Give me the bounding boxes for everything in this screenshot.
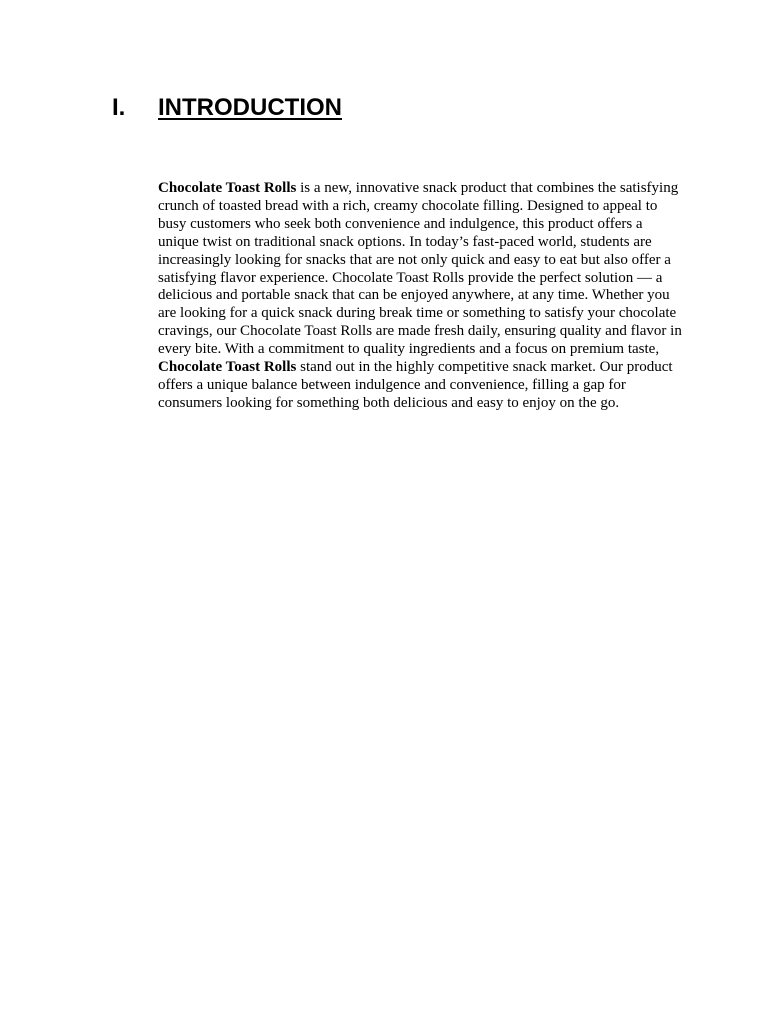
intro-paragraph <box>158 180 682 413</box>
product-name-bold: Chocolate Toast Rolls <box>158 180 297 196</box>
paragraph-text: is a new, innovative snack product that combines the satisfying crunch of toasted bread with a rich, creamy chocolate filling. Designed to appeal to busy customers who seek both convenience and indulgence, this product offers a unique twist on traditional snack options. In today’s fast-paced world, students are increasingly looking for snacks that are not only quick and easy to eat but also offer a satisfying flavor experience. Chocolate Toast Rolls provide the perfect solution — a delicious and portable snack that can be enjoyed anywhere, at any time. Whether you are looking for a quick snack during break time or something to satisfy your chocolate cravings, our Chocolate Toast Rolls are made fresh daily, ensuring quality and flavor in every bite. With a commitment to quality ingredients and a focus on premium taste, <box>158 180 682 358</box>
section-title: INTRODUCTION <box>158 94 342 121</box>
paragraph-text: stand out in the highly competitive snack market. Our product offers a unique balance between indulgence and convenience, filling a gap for consumers looking for something both delicious and easy to enjoy on the go. <box>158 359 673 411</box>
product-name-bold: Chocolate Toast Rolls <box>158 359 297 376</box>
section-number: I. <box>112 94 126 121</box>
